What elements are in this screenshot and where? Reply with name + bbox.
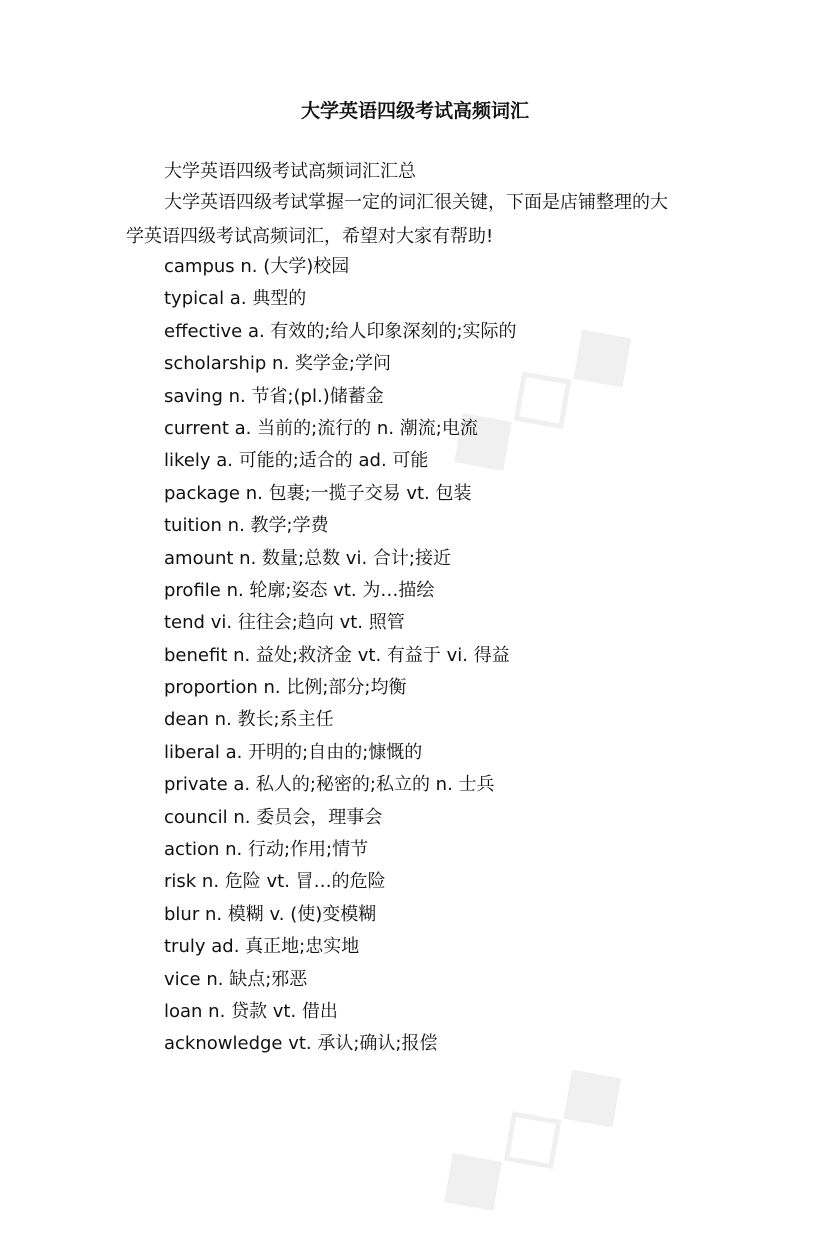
watermark: ◆◇◆ <box>409 1027 650 1240</box>
vocabulary-list <box>164 251 517 1061</box>
subtitle-paragraph: 大学英语四级考试高频词汇汇总 <box>164 161 416 182</box>
vocabulary-entry: loan n. 贷款 vt. 借出 <box>164 1000 338 1022</box>
vocabulary-entry: saving n. 节省;(pl.)储蓄金 <box>164 385 384 407</box>
vocabulary-entry: typical a. 典型的 <box>164 288 307 310</box>
watermark: ◆◇◆ <box>419 287 660 500</box>
vocabulary-entry: vice n. 缺点;邪恶 <box>164 968 308 990</box>
vocabulary-entry: amount n. 数量;总数 vi. 合计;接近 <box>164 547 451 569</box>
vocabulary-entry: private a. 私人的;秘密的;私立的 n. 士兵 <box>164 774 495 796</box>
vocabulary-entry: benefit n. 益处;救济金 vt. 有益于 vi. 得益 <box>164 644 510 666</box>
vocabulary-entry: effective a. 有效的;给人印象深刻的;实际的 <box>164 320 517 342</box>
vocabulary-entry: blur n. 模糊 v. (使)变模糊 <box>164 903 377 925</box>
vocabulary-entry: acknowledge vt. 承认;确认;报偿 <box>164 1033 438 1055</box>
vocabulary-entry: package n. 包裹;一揽子交易 vt. 包装 <box>164 482 472 504</box>
vocabulary-entry: likely a. 可能的;适合的 ad. 可能 <box>164 450 429 472</box>
vocabulary-entry: profile n. 轮廓;姿态 vt. 为…描绘 <box>164 579 435 601</box>
vocabulary-entry: tuition n. 教学;学费 <box>164 515 329 537</box>
vocabulary-entry: liberal a. 开明的;自由的;慷慨的 <box>164 741 423 763</box>
vocabulary-entry: council n. 委员会，理事会 <box>164 806 383 828</box>
intro-paragraph-line-1: 大学英语四级考试掌握一定的词汇很关键，下面是店铺整理的大 <box>164 192 668 213</box>
vocabulary-entry: dean n. 教长;系主任 <box>164 709 334 731</box>
vocabulary-entry: scholarship n. 奖学金;学问 <box>164 353 391 375</box>
vocabulary-entry: truly ad. 真正地;忠实地 <box>164 936 360 958</box>
document-title: 大学英语四级考试高频词汇 <box>300 100 529 122</box>
vocabulary-entry: current a. 当前的;流行的 n. 潮流;电流 <box>164 417 478 439</box>
vocabulary-entry: risk n. 危险 vt. 冒…的危险 <box>164 871 386 893</box>
vocabulary-entry: action n. 行动;作用;情节 <box>164 839 369 861</box>
intro-paragraph-line-2: 学英语四级考试高频词汇，希望对大家有帮助! <box>126 226 494 247</box>
vocabulary-entry: campus n. (大学)校园 <box>164 256 350 277</box>
vocabulary-entry: proportion n. 比例;部分;均衡 <box>164 677 407 699</box>
vocabulary-entry: tend vi. 往往会;趋向 vt. 照管 <box>164 612 405 634</box>
